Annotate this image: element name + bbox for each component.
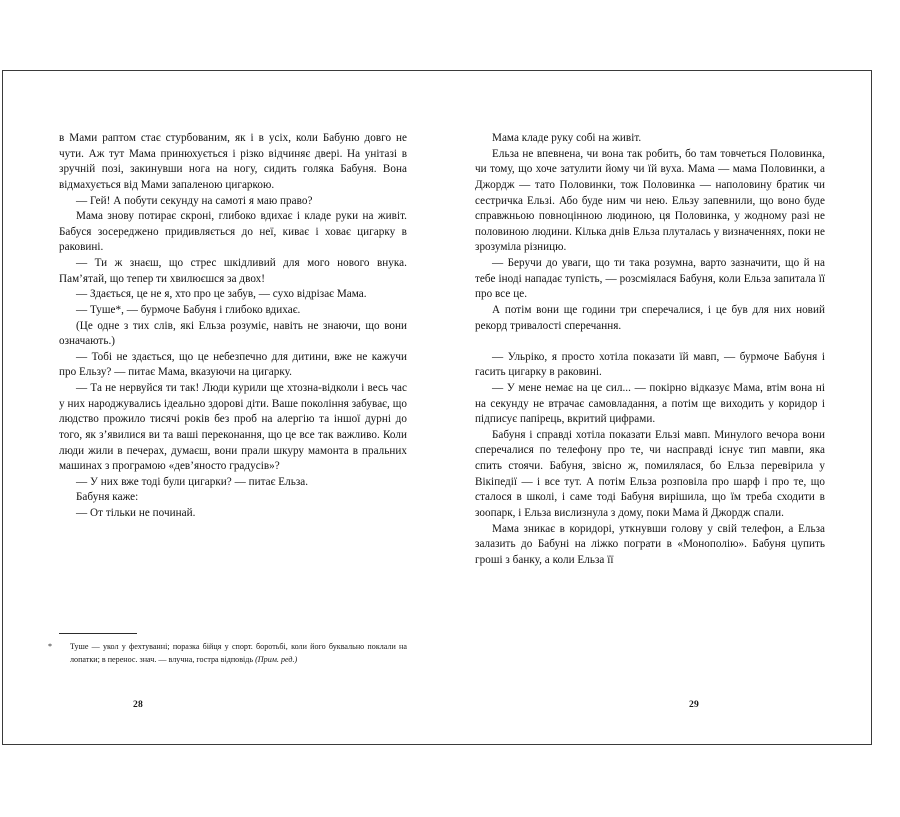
paragraph: Бабуня і справді хотіла показати Ельзі мавп. Минулого вечора вони сперечалися по телефону про те, чи насправді існує тип мавпи, яка спить стоячи. Бабуня, звісно ж, помилялася, бо Ельза перевірила у Вікіпедії — і все тут. А потім Ельза розповіла про шарф і про те, що сталося в школі, і саме тоді Бабуня вирішила, що їм треба сходити в зоопарк, і Ельза вислизнула з дому, поки Мама й Джордж спали. xyxy=(475,428,825,519)
right-page-text-block xyxy=(475,131,825,568)
footnote-text: Туше — укол у фехтуванні; поразка бійця у спорт. боротьбі, коли його буквально поклали на лопатки; в перенос. знач. — влучна, гостра відповідь xyxy=(70,642,407,664)
page-number-left: 28 xyxy=(133,699,143,710)
book-spread xyxy=(2,70,872,745)
page-left xyxy=(3,71,437,744)
left-page-text-block xyxy=(59,131,407,522)
footnote-editor-note: (Прим. ред.) xyxy=(255,654,298,664)
paragraph: в Мами раптом стає стурбованим, як і в усіх, коли Бабуню довго не чути. Аж тут Мама принюхується і різко відчиняє двері. На унітазі в зручній позі, закинувши нога на ногу, сидить голяка Бабуня. Вона відмахується від Мами запаленою цигаркою. xyxy=(59,132,407,191)
paragraph: — От тільки не починай. xyxy=(76,507,196,519)
paragraph: Мама кладе руку собі на живіт. xyxy=(492,132,642,144)
paragraph: Мама знову потирає скроні, глибоко вдихає і кладе руки на живіт. Бабуся зосереджено придивляється до неї, киває і ховає цигарку в раковині. xyxy=(59,210,407,254)
page-number-right: 29 xyxy=(689,699,699,710)
footnote-separator-rule xyxy=(59,633,137,634)
paragraph: — Тобі не здається, що це небезпечно для дитини, вже не кажучи про Ельзу? — питає Мама, вказуючи на цигарку. xyxy=(59,350,407,379)
paragraph: — Гей! А побути секунду на самоті я маю право? xyxy=(76,194,313,207)
paragraph: — Беручи до уваги, що ти така розумна, варто зазначити, що й на тебе іноді нападає тупість, — розсміялася Бабуня, коли Ельза запитала її про все це. xyxy=(475,257,825,301)
footnote-marker: * xyxy=(48,642,53,652)
paragraph: Бабуня каже: xyxy=(76,491,139,504)
paragraph: — Здається, це не я, хто про це забув, — сухо відрізає Мама. xyxy=(76,288,367,301)
paragraph: — У мене немає на це сил... — покірно відказує Мама, втім вона ні на секунду не втрачає самовладання, а потім ще виходить у коридор і підписує папірець, вкритий цифрами. xyxy=(475,381,825,426)
paragraph: Мама зникає в коридорі, уткнувши голову у свій телефон, а Ельза залазить до Бабуні на ліжко пограти в «Монополію». Бабуня цупить гроші з банку, а коли Ельза її xyxy=(475,522,825,566)
section-break xyxy=(475,334,825,350)
paragraph: — У них вже тоді були цигарки? — питає Ельза. xyxy=(76,475,309,488)
paragraph: — Ульріко, я просто хотіла показати їй мавп, — бурмоче Бабуня і гасить цигарку в раковині. xyxy=(475,350,825,379)
paragraph: Ельза не впевнена, чи вона так робить, бо там товчеться Половинка, чи тому, що хоче затулити йому чи їй вуха. Мама — мама Половинки, а Джордж — тато Половинки, тож Половинка — наполовину братик чи сестричка Ельзі. Або буде ним чи нею. Ельзу запевнили, що воно буде справжньою повноцінною людиною, ця Половинка, у жодному разі не половиною людини. Кілька днів Ельза плуталась у визначеннях, поки не зрозуміла різницю. xyxy=(475,147,825,254)
paragraph: — Ти ж знаєш, що стрес шкідливий для мого нового внука. Пам’ятай, що тепер ти хвилюєшся за двох! xyxy=(59,257,407,285)
paragraph: — Туше*, — бурмоче Бабуня і глибоко вдихає. xyxy=(76,303,301,316)
paragraph: (Це одне з тих слів, які Ельза розуміє, навіть не знаючи, що вони означають.) xyxy=(59,319,407,348)
footnote xyxy=(48,641,407,666)
page-right xyxy=(437,71,871,744)
paragraph: — Та не нервуйся ти так! Люди курили ще хтозна-відколи і весь час у них народжувались ідеально здорові діти. Ваше покоління забуває, що людство прожило тисячі років без проб на алергію та іншої дурні до того, як з’явилися ви та ваші переконання, що це все так важливо. Коли люди жили в печерах, думаєш, вони прали шкуру мамонта в пральних машинах з програмою «дев’яносто градусів»? xyxy=(59,382,407,473)
paragraph: А потім вони ще години три сперечалися, і це був для них новий рекорд тривалості сперечання. xyxy=(475,303,825,332)
footnote-area xyxy=(48,633,407,666)
